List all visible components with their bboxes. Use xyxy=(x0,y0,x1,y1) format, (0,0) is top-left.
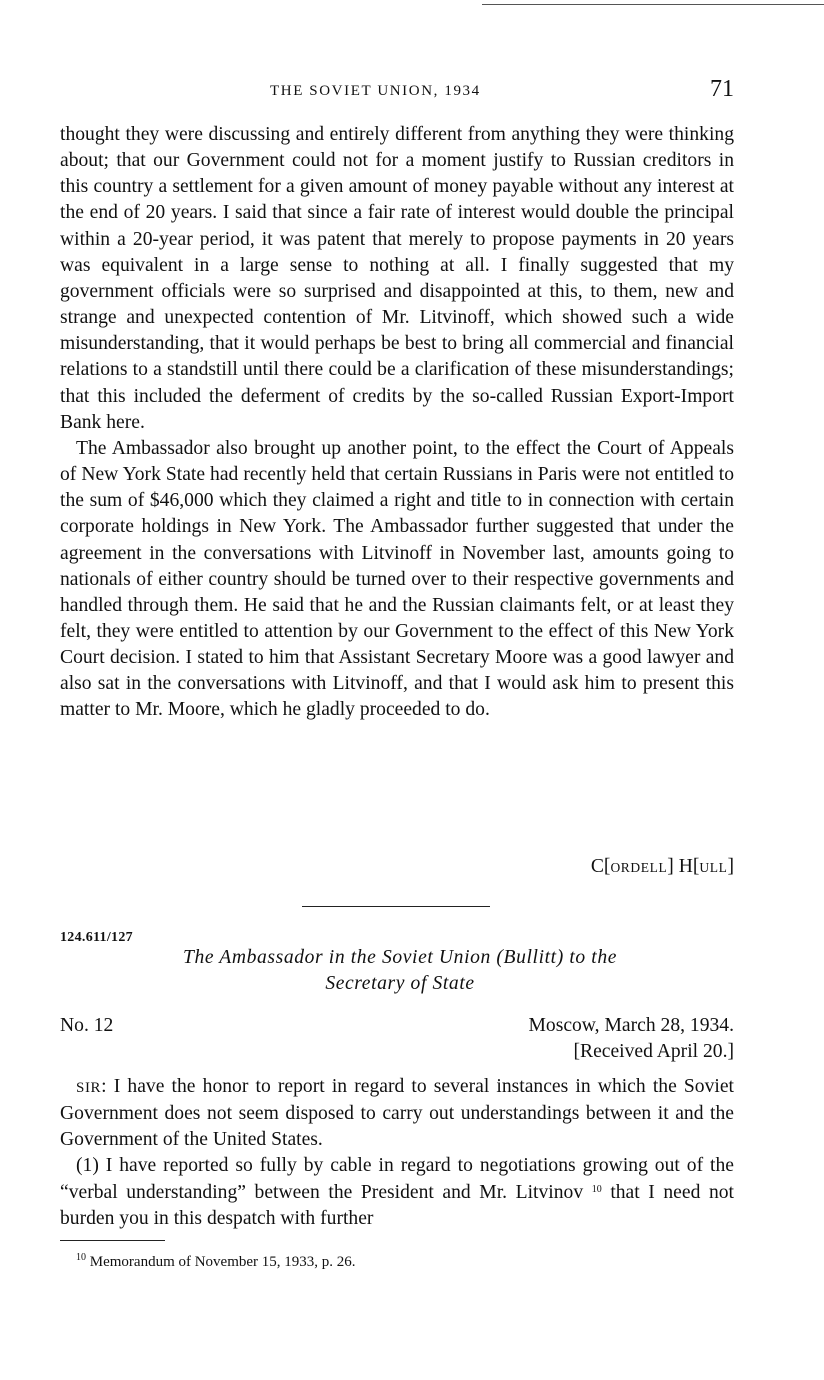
page-number: 71 xyxy=(710,76,734,102)
despatch-paragraph: (1) I have reported so fully by cable in regard to negotiations growing out of the “verbal understanding” between the President and Mr. Litvinov $^{10}$ that I need not burden you in this despatch with further xyxy=(60,1155,734,1229)
despatch-number: No. 12 xyxy=(60,1015,114,1036)
file-number: 124.611/127 xyxy=(60,930,133,945)
place-date: Moscow, March 28, 1934. xyxy=(528,1015,734,1036)
continuation-paragraph: The Ambassador also brought up another point, to the effect the Court of Appeals of New York State had recently held that certain Russians in Paris were not entitled to the sum of $46,000 which they claimed a right and title to in connection with certain corporate holdings in New York. The Ambassador further suggested that under the agreement in the conversations with Litvinoff in November last, amounts going to nationals of either country should be turned over to their respective governments and handled through them. He said that he and the Russian claimants felt, or at least they felt, they were entitled to attention by our Government to the effect of this New York Court decision. I stated to him that Assistant Secretary Moore was a good lawyer and also sat in the conversations with Litvinoff, and that I would ask him to present this matter to Mr. Moore, which he gladly proceeded to do. xyxy=(60,437,734,721)
footnote-reference: 10 xyxy=(591,1183,602,1195)
salutation: SIR xyxy=(76,1080,102,1096)
footnote-marker: 10 xyxy=(76,1252,86,1263)
despatch-paragraph: SIR: I have the honor to report in regard to several instances in which the Soviet Government does not seem disposed to carry out understandings between it and the Government of the United States. xyxy=(60,1076,734,1151)
despatch-body xyxy=(60,1074,734,1232)
signature: C[ORDELL] H[ULL] xyxy=(590,856,734,877)
document-title-line: Secretary of State xyxy=(325,973,475,994)
top-rule xyxy=(482,4,824,5)
document-title-line: The Ambassador in the Soviet Union (Bullitt) to the xyxy=(182,947,618,968)
continuation-paragraph: thought they were discussing and entirely different from anything they were thinking about; that our Government could not for a moment justify to Russian creditors in this country a settlement for a given amount of money payable without any interest at the end of 20 years. I said that since a fair rate of interest would double the principal within a 20-year period, it was patent that merely to propose payments in 20 years was equivalent in a large sense to nothing at all. I finally suggested that my government officials were so surprised and disappointed at this, to them, new and strange and unexpected contention of Mr. Litvinoff, which showed such a wide misunderstanding, that it would perhaps be best to bring all commercial and financial relations to a standstill until there could be a clarification of these misunderstandings; that this included the deferment of credits by the so-called Russian Export-Import Bank here. xyxy=(60,124,734,433)
footnote xyxy=(76,1254,356,1271)
running-head: THE SOVIET UNION, 1934 xyxy=(270,83,481,99)
memorandum-continuation xyxy=(60,122,734,724)
received-date: [Received April 20.] xyxy=(573,1041,734,1062)
footnote-text: Memorandum of November 15, 1933, p. 26. xyxy=(89,1254,356,1270)
footnote-rule xyxy=(60,1240,165,1241)
section-divider xyxy=(302,906,490,907)
